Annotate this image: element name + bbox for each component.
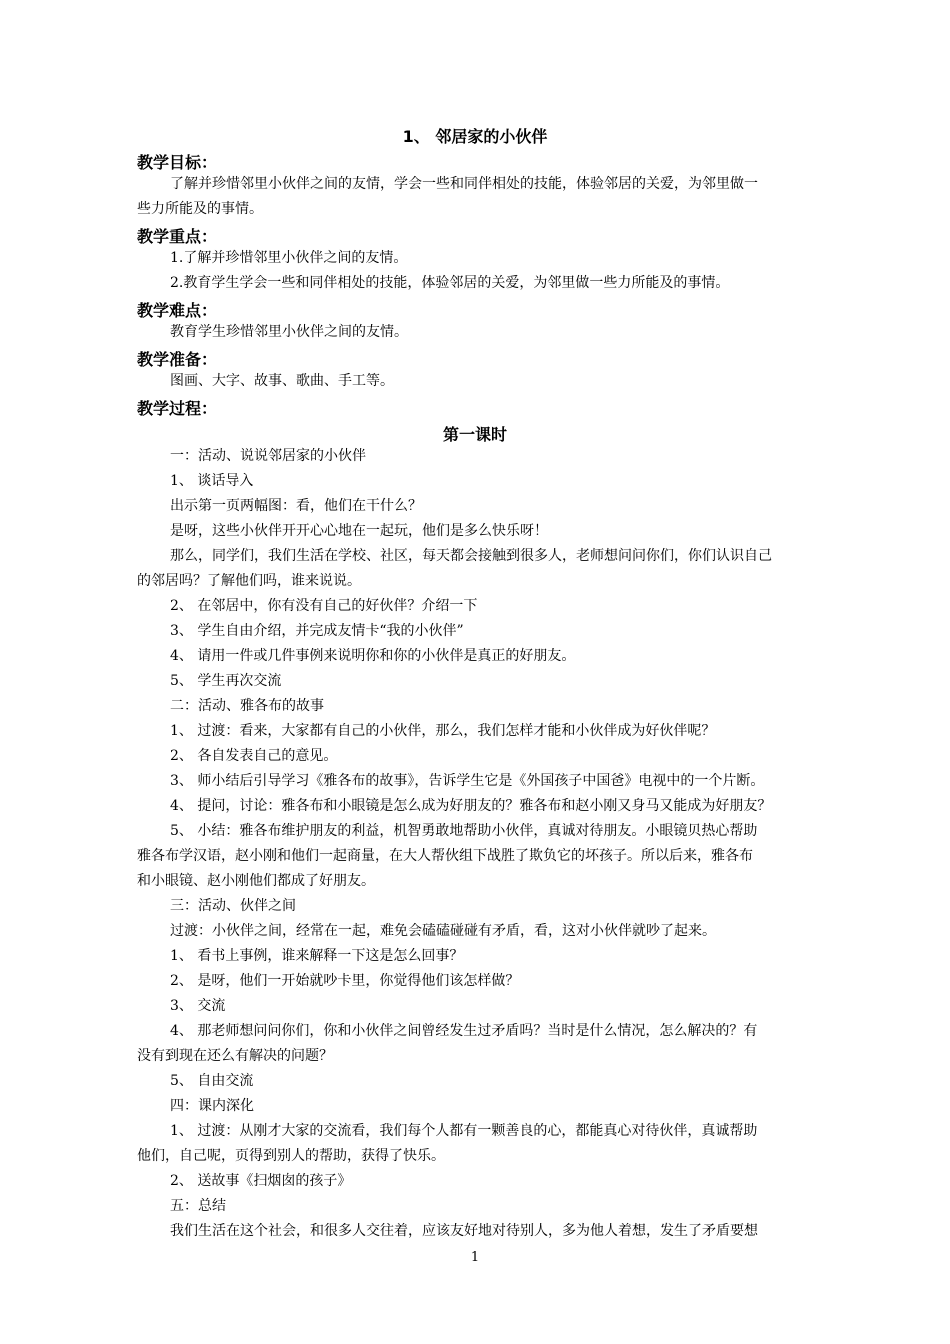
page-title: 1、 邻居家的小伙伴 xyxy=(402,127,548,146)
text-line: 2.教育学生学会一些和同伴相处的技能，体验邻居的关爱，为邻里做一些力所能及的事情。 xyxy=(170,275,730,291)
text-line: 3、 交流 xyxy=(170,998,226,1014)
text-line: 4、 那老师想问问你们，你和小伙伴之间曾经发生过矛盾吗？当时是什么情况，怎么解决的？有 xyxy=(170,1023,758,1039)
page-number: 1 xyxy=(470,1250,480,1265)
text-line: 雅各布学汉语，赵小刚和他们一起商量，在大人帮伙组下战胜了欺负它的坏孩子。所以后来，雅各布 xyxy=(137,848,753,864)
heading-difficulty: 教学难点： xyxy=(137,301,218,320)
text-line: 2、 送故事《扫烟囱的孩子》 xyxy=(170,1173,352,1189)
heading-process: 教学过程： xyxy=(137,399,218,418)
text-line: 没有到现在还么有解决的问题？ xyxy=(137,1048,333,1064)
text-line: 5、 自由交流 xyxy=(170,1073,254,1089)
text-line: 2、 是呀，他们一开始就吵卡里，你觉得他们该怎样做？ xyxy=(170,973,520,989)
text-line: 五：总结 xyxy=(170,1198,226,1214)
text-line: 1、 过渡：从刚才大家的交流看，我们每个人都有一颗善良的心，都能真心对待伙伴，真诚帮助 xyxy=(170,1123,758,1139)
text-line: 四：课内深化 xyxy=(170,1098,254,1114)
text-line: 4、 提问，讨论：雅各布和小眼镜是怎么成为好朋友的？雅各布和赵小刚又身马又能成为好朋友？ xyxy=(170,798,772,814)
text-line: 1、 看书上事例，谁来解释一下这是怎么回事？ xyxy=(170,948,464,964)
heading-prep: 教学准备： xyxy=(137,350,218,369)
text-line: 二：活动、雅各布的故事 xyxy=(170,698,324,714)
text-line: 5、 小结：雅各布维护朋友的利益，机智勇敢地帮助小伙伴，真诚对待朋友。小眼镜贝热心帮助 xyxy=(170,823,758,839)
lesson-title: 第一课时 xyxy=(442,425,507,444)
text-line: 些力所能及的事情。 xyxy=(137,201,263,217)
text-line: 图画、大字、故事、歌曲、手工等。 xyxy=(170,373,394,389)
text-line: 5、 学生再次交流 xyxy=(170,673,282,689)
text-line: 3、 学生自由介绍，并完成友情卡“我的小伙伴” xyxy=(170,623,464,639)
text-line: 3、 师小结后引导学习《雅各布的故事》，告诉学生它是《外国孩子中国爸》电视中的一个片断。 xyxy=(170,773,765,789)
text-line: 的邻居吗？了解他们吗，谁来说说。 xyxy=(137,573,361,589)
text-line: 4、 请用一件或几件事例来说明你和你的小伙伴是真正的好朋友。 xyxy=(170,648,576,664)
text-line: 教育学生珍惜邻里小伙伴之间的友情。 xyxy=(170,324,408,340)
text-line: 是呀，这些小伙伴开开心心地在一起玩，他们是多么快乐呀！ xyxy=(170,523,548,539)
text-line: 我们生活在这个社会，和很多人交往着，应该友好地对待别人，多为他人着想，发生了矛盾要想 xyxy=(170,1223,758,1239)
text-line: 2、 各自发表自己的意见。 xyxy=(170,748,338,764)
text-line: 和小眼镜、赵小刚他们都成了好朋友。 xyxy=(137,873,375,889)
heading-goal: 教学目标： xyxy=(137,153,218,172)
text-line: 三：活动、伙伴之间 xyxy=(170,898,296,914)
text-line: 一：活动、说说邻居家的小伙伴 xyxy=(170,448,366,464)
text-line: 了解并珍惜邻里小伙伴之间的友情，学会一些和同伴相处的技能，体验邻居的关爱，为邻里做一 xyxy=(170,176,758,192)
text-line: 1、 谈话导入 xyxy=(170,473,254,489)
text-line: 那么，同学们，我们生活在学校、社区，每天都会接触到很多人，老师想问问你们，你们认识自己 xyxy=(170,548,772,564)
heading-focus: 教学重点： xyxy=(137,227,218,246)
text-line: 1、 过渡：看来，大家都有自己的小伙伴，那么，我们怎样才能和小伙伴成为好伙伴呢？ xyxy=(170,723,716,739)
text-line: 过渡：小伙伴之间，经常在一起，难免会磕磕碰碰有矛盾，看，这对小伙伴就吵了起来。 xyxy=(170,923,716,939)
text-line: 出示第一页两幅图：看，他们在干什么？ xyxy=(170,498,422,514)
text-line: 1.了解并珍惜邻里小伙伴之间的友情。 xyxy=(170,250,408,266)
text-line: 2、 在邻居中，你有没有自己的好伙伴？介绍一下 xyxy=(170,598,478,614)
text-line: 他们，自己呢，页得到别人的帮助，获得了快乐。 xyxy=(137,1148,445,1164)
